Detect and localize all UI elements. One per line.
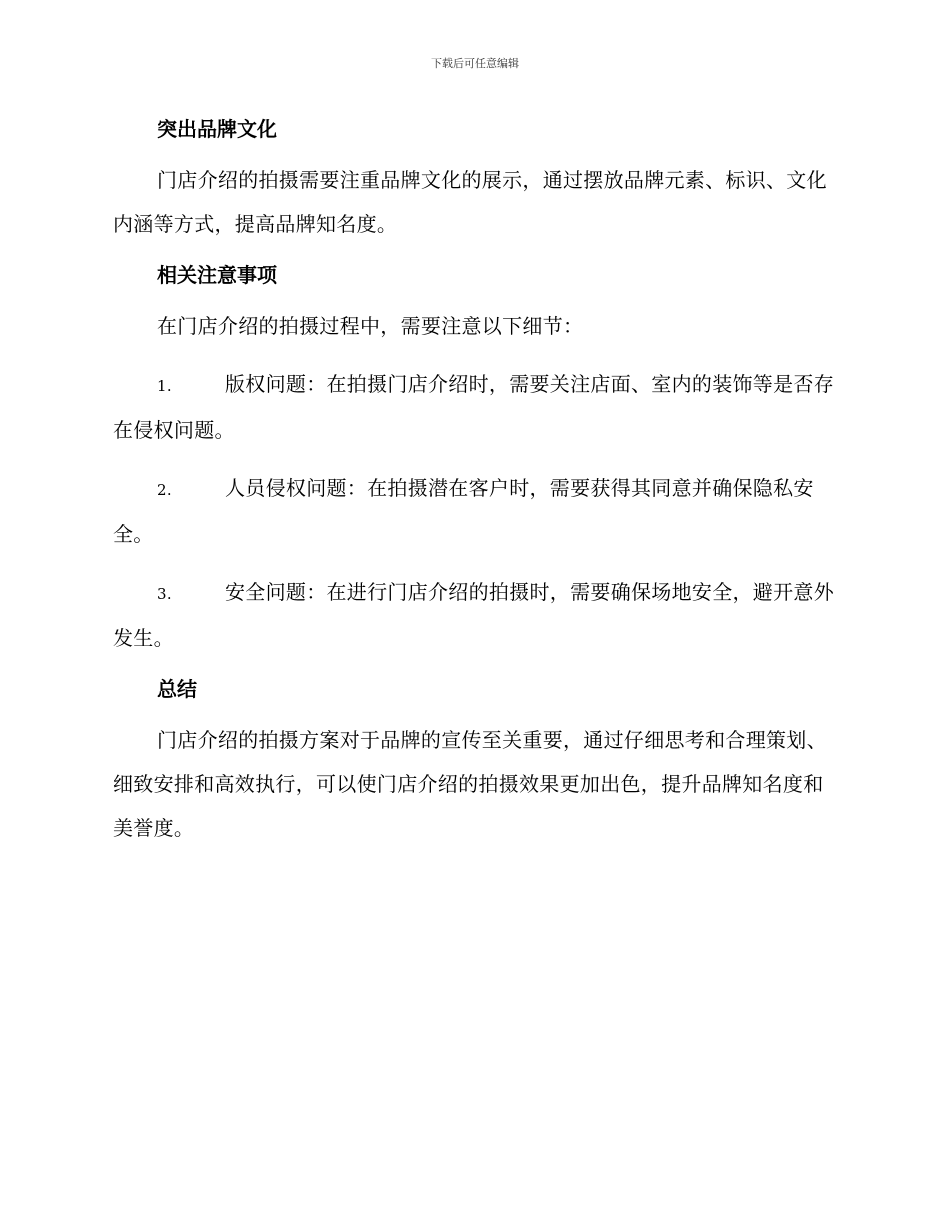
section-paragraph-brand-culture: 门店介绍的拍摄需要注重品牌文化的展示，通过摆放品牌元素、标识、文化内涵等方式，提高品牌知名度。 — [113, 168, 827, 236]
list-item — [113, 570, 838, 660]
section-paragraph-notes: 在门店介绍的拍摄过程中，需要注意以下细节： — [157, 314, 584, 338]
list-item-number: 2. — [157, 481, 172, 499]
section-heading-notes: 相关注意事项 — [157, 263, 277, 287]
document-body — [113, 114, 838, 850]
section-heading-summary: 总结 — [157, 677, 197, 701]
list-item — [113, 362, 838, 452]
section-paragraph-summary: 门店介绍的拍摄方案对于品牌的宣传至关重要，通过仔细思考和合理策划、细致安排和高效执行，可以使门店介绍的拍摄效果更加出色，提升品牌知名度和美誉度。 — [113, 728, 827, 840]
list-item-text: 安全问题：在进行门店介绍的拍摄时，需要确保场地安全，避开意外发生。 — [113, 580, 834, 650]
list-item-number: 1. — [157, 377, 172, 395]
list-item-number: 3. — [157, 585, 172, 603]
list-item — [113, 466, 838, 556]
page-header: 下载后可任意编辑 — [431, 57, 519, 70]
list-item-text: 版权问题：在拍摄门店介绍时，需要关注店面、室内的装饰等是否存在侵权问题。 — [113, 372, 834, 442]
list-item-text: 人员侵权问题：在拍摄潜在客户时，需要获得其同意并确保隐私安全。 — [113, 476, 814, 546]
section-heading-brand-culture: 突出品牌文化 — [157, 117, 277, 141]
